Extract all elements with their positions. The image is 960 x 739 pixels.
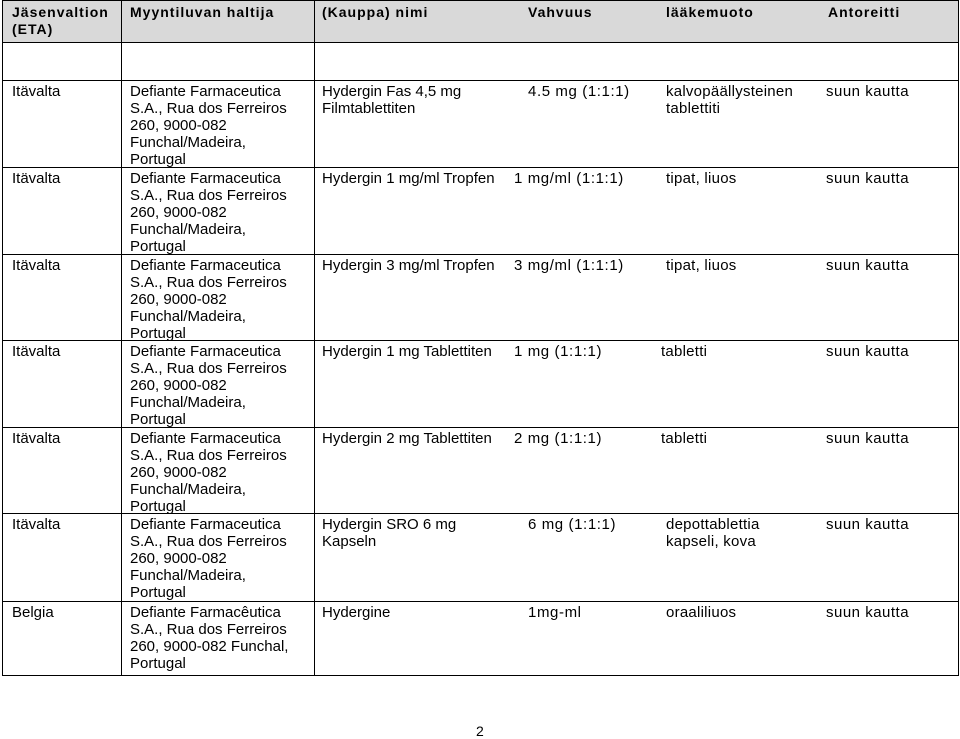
cell-strength: 6 mg (1:1:1) <box>528 516 617 533</box>
cell-trade-name: Hydergin 1 mg Tablettiten <box>322 343 492 360</box>
cell-route: suun kautta <box>826 430 910 447</box>
header-route: Antoreitti <box>828 4 901 20</box>
header-dosage-form: lääkemuoto <box>666 4 754 20</box>
table-row <box>3 602 958 676</box>
cell-trade-name: Hydergin 2 mg Tablettiten <box>322 430 492 447</box>
cell-member-state: Itävalta <box>12 83 61 100</box>
cell-authorisation-holder: Defiante Farmaceutica S.A., Rua dos Ferreiros 260, 9000-082 Funchal/Madeira, Portugal <box>130 83 287 168</box>
cell-authorisation-holder: Defiante Farmacêutica S.A., Rua dos Ferreiros 260, 9000-082 Funchal, Portugal <box>130 604 289 672</box>
column-divider <box>121 1 122 676</box>
cell-authorisation-holder: Defiante Farmaceutica S.A., Rua dos Ferreiros 260, 9000-082 Funchal/Madeira, Portugal <box>130 257 287 342</box>
table-row <box>3 514 958 602</box>
table-header-row <box>3 1 958 43</box>
cell-dosage-form: tipat, liuos <box>666 257 737 274</box>
cell-dosage-form: tipat, liuos <box>666 170 737 187</box>
header-strength: Vahvuus <box>528 4 593 20</box>
header-authorisation-holder: Myyntiluvan haltija <box>130 4 275 20</box>
table-row <box>3 255 958 341</box>
cell-strength: 3 mg/ml (1:1:1) <box>514 257 624 274</box>
cell-strength: 1 mg/ml (1:1:1) <box>514 170 624 187</box>
cell-route: suun kautta <box>826 343 910 360</box>
table-row <box>3 341 958 428</box>
cell-trade-name: Hydergin 1 mg/ml Tropfen <box>322 170 495 187</box>
cell-authorisation-holder: Defiante Farmaceutica S.A., Rua dos Ferreiros 260, 9000-082 Funchal/Madeira, Portugal <box>130 170 287 255</box>
cell-authorisation-holder: Defiante Farmaceutica S.A., Rua dos Ferreiros 260, 9000-082 Funchal/Madeira, Portugal <box>130 430 287 515</box>
cell-route: suun kautta <box>826 516 910 533</box>
cell-trade-name: Hydergin Fas 4,5 mg Filmtablettiten <box>322 83 462 117</box>
column-divider <box>314 1 315 676</box>
cell-authorisation-holder: Defiante Farmaceutica S.A., Rua dos Ferreiros 260, 9000-082 Funchal/Madeira, Portugal <box>130 516 287 601</box>
cell-strength: 1mg-ml <box>528 604 582 621</box>
cell-member-state: Itävalta <box>12 430 61 447</box>
cell-dosage-form: oraaliliuos <box>666 604 737 621</box>
cell-member-state: Itävalta <box>12 257 61 274</box>
cell-dosage-form: kalvopäällysteinen tablettiti <box>666 83 794 117</box>
cell-strength: 2 mg (1:1:1) <box>514 430 603 447</box>
cell-trade-name: Hydergin 3 mg/ml Tropfen <box>322 257 495 274</box>
cell-member-state: Belgia <box>12 604 54 621</box>
cell-dosage-form: tabletti <box>661 430 708 447</box>
cell-member-state: Itävalta <box>12 170 61 187</box>
table-row <box>3 428 958 514</box>
cell-strength: 4.5 mg (1:1:1) <box>528 83 630 100</box>
cell-trade-name: Hydergin SRO 6 mg Kapseln <box>322 516 457 550</box>
cell-authorisation-holder: Defiante Farmaceutica S.A., Rua dos Ferreiros 260, 9000-082 Funchal/Madeira, Portugal <box>130 343 287 428</box>
table-row <box>3 168 958 255</box>
page-number: 2 <box>476 723 484 739</box>
cell-route: suun kautta <box>826 257 910 274</box>
header-trade-name: (Kauppa) nimi <box>322 4 429 20</box>
table-spacer-row <box>3 43 958 81</box>
header-member-state: Jäsenvaltion (ETA) <box>12 4 109 37</box>
table-row <box>3 81 958 168</box>
cell-dosage-form: tabletti <box>661 343 708 360</box>
cell-route: suun kautta <box>826 83 910 100</box>
product-table <box>2 0 959 676</box>
cell-member-state: Itävalta <box>12 516 61 533</box>
cell-route: suun kautta <box>826 604 910 621</box>
cell-dosage-form: depottablettia kapseli, kova <box>666 516 760 550</box>
cell-strength: 1 mg (1:1:1) <box>514 343 603 360</box>
cell-trade-name: Hydergine <box>322 604 391 621</box>
cell-route: suun kautta <box>826 170 910 187</box>
cell-member-state: Itävalta <box>12 343 61 360</box>
